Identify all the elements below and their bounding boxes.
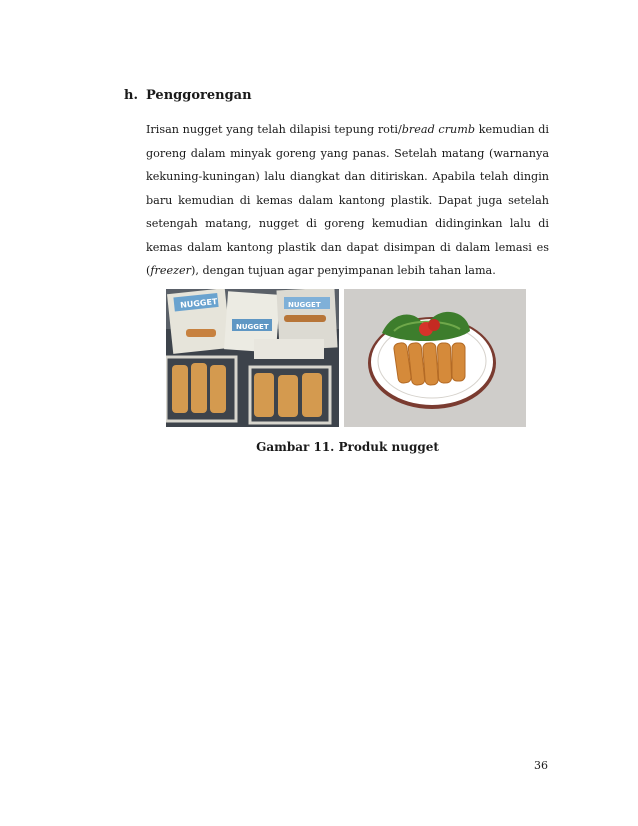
section-heading <box>124 88 252 103</box>
body-paragraph <box>146 118 549 283</box>
figure-caption: Gambar 11. Produk nugget <box>256 440 439 454</box>
paragraph-italic-term-1: bread crumb <box>401 123 476 136</box>
bag-label-3: NUGGET <box>288 301 321 309</box>
fried-nugget-plate-illustration <box>344 289 526 427</box>
page-number: 36 <box>534 759 548 772</box>
paragraph-text-3: ), dengan tujuan agar penyimpanan lebih tahan lama. <box>190 264 496 277</box>
paragraph-text-1: Irisan nugget yang telah dilapisi tepung roti/ <box>146 123 402 136</box>
paragraph-italic-term-2: freezer <box>150 264 191 277</box>
bag-label-1: NUGGET <box>179 297 218 310</box>
section-title: Penggorengan <box>146 88 252 103</box>
packaged-nugget-photo <box>166 289 339 427</box>
bag-label-2: NUGGET <box>236 323 269 331</box>
section-marker: h. <box>124 88 138 103</box>
packaged-nugget-illustration <box>166 289 339 427</box>
paragraph-text-2: kemudian di goreng dalam minyak goreng yang panas. Setelah matang (warnanya kekuning-kuningan) lalu diangkat dan ditiriskan. Apabila telah dingin baru kemudian di kemas dalam kantong plastik. Dapat juga setelah setengah matang, nugget di goreng kemudian didinginkan lalu di kemas dalam kantong plastik dan dapat disimpan di dalam lemasi es ( <box>146 123 549 277</box>
fried-nugget-plate-photo <box>344 289 526 427</box>
